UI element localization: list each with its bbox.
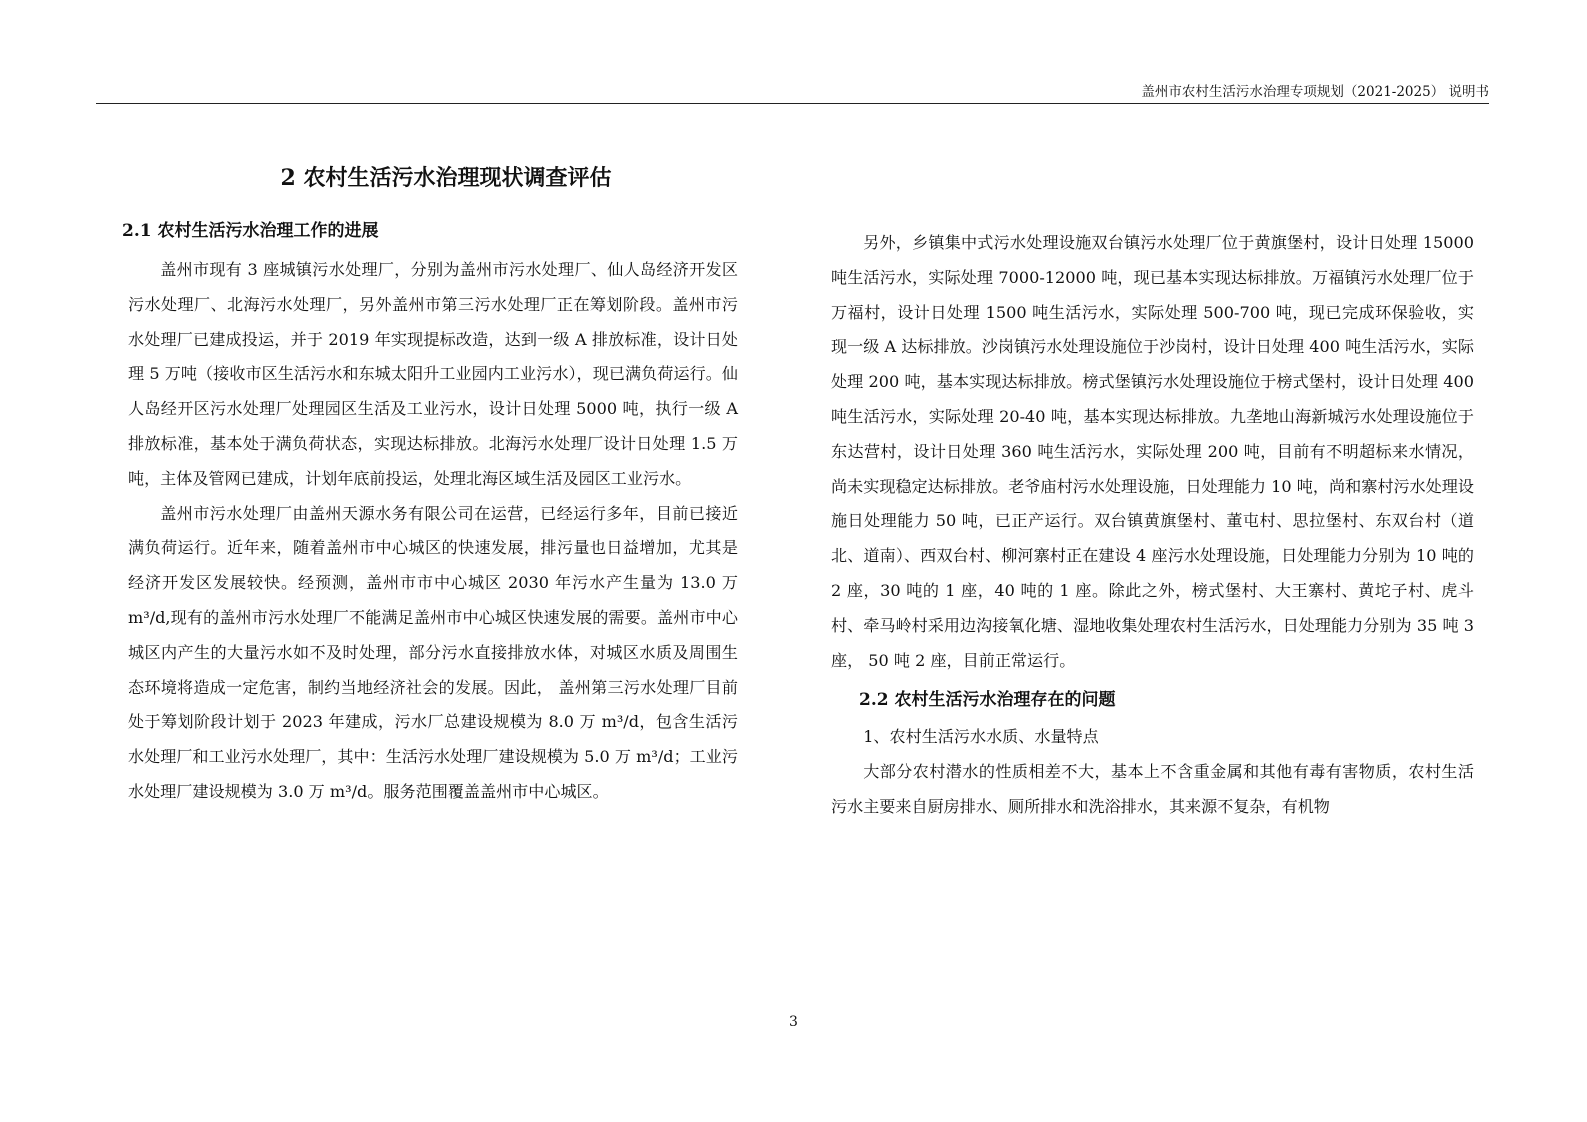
header-rule [96,103,1489,104]
paragraph: 盖州市污水处理厂由盖州天源水务有限公司在运营，已经运行多年，目前已接近满负荷运行。近年来，随着盖州市中心城区的快速发展，排污量也日益增加，尤其是经济开发区发展较快。经预测，盖州市市中心城区 2030 年污水产生量为 13.0 万 m³/d,现有的盖州市污水处理厂不能满足盖州市中心城区快速发展的需要。盖州市中心城区内产生的大量污水如不及时处理，部分污水直接排放水体，对城区水质及周围生态环境将造成一定危害，制约当地经济社会的发展。因此， 盖州第三污水处理厂目前处于筹划阶段计划于 2023 年建成，污水厂总建设规模为 8.0 万 m³/d，包含生活污水处理厂和工业污水处理厂，其中：生活污水处理厂建设规模为 5.0 万 m³/d；工业污水处理厂建设规模为 3.0 万 m³/d。服务范围覆盖盖州市中心城区。 [128,503,738,801]
left-column [128,253,738,810]
page-number: 3 [789,1014,798,1030]
right-column [831,226,1474,825]
paragraph: 盖州市现有 3 座城镇污水处理厂，分别为盖州市污水处理厂、仙人岛经济开发区污水处理厂、北海污水处理厂，另外盖州市第三污水处理厂正在筹划阶段。盖州市污水处理厂已建成投运，并于 2019 年实现提标改造，达到一级 A 排放标准，设计日处理 5 万吨（接收市区生活污水和东城太阳升工业园内工业污水），现已满负荷运行。仙人岛经开区污水处理厂处理园区生活及工业污水，设计日处理 5000 吨，执行一级 A 排放标准，基本处于满负荷状态，实现达标排放。北海污水处理厂设计日处理 1.5 万吨，主体及管网已建成，计划年底前投运，处理北海区域生活及园区工业污水。 [128,260,738,488]
paragraph: 另外，乡镇集中式污水处理设施双台镇污水处理厂位于黄旗堡村，设计日处理 15000 吨生活污水，实际处理 7000-12000 吨，现已基本实现达标排放。万福镇污水处理厂位于万福村，设计日处理 1500 吨生活污水，实际处理 500-700 吨，现已完成环保验收，实现一级 A 达标排放。沙岗镇污水处理设施位于沙岗村，设计日处理 400 吨生活污水，实际处理 200 吨，基本实现达标排放。榜式堡镇污水处理设施位于榜式堡村，设计日处理 400 吨生活污水，实际处理 20-40 吨，基本实现达标排放。九垄地山海新城污水处理设施位于东达营村，设计日处理 360 吨生活污水，实际处理 200 吨，目前有不明超标来水情况，尚未实现稳定达标排放。老爷庙村污水处理设施，日处理能力 10 吨，尚和寨村污水处理设施日处理能力 50 吨，已正产运行。双台镇黄旗堡村、董屯村、思拉堡村、东双台村（道北、道南）、西双台村、柳河寨村正在建设 4 座污水处理设施，日处理能力分别为 10 吨的 2 座，30 吨的 1 座，40 吨的 1 座。除此之外，榜式堡村、大王寨村、黄坨子村、虎斗村、牵马岭村采用边沟接氧化塘、湿地收集处理农村生活污水，日处理能力分别为 35 吨 3 座， 50 吨 2 座，目前正常运行。 [831,233,1474,670]
chapter-title: 2 农村生活污水治理现状调查评估 [280,165,612,191]
paragraph: 大部分农村潜水的性质相差不大，基本上不含重金属和其他有毒有害物质，农村生活污水主要来自厨房排水、厕所排水和洗浴排水，其来源不复杂，有机物 [831,762,1474,816]
section-heading-2-1: 2.1 农村生活污水治理工作的进展 [122,221,379,241]
running-header: 盖州市农村生活污水治理专项规划（2021-2025） 说明书 [1141,84,1489,100]
paragraph: 1、农村生活污水水质、水量特点 [863,727,1099,747]
section-heading-2-2: 2.2 农村生活污水治理存在的问题 [859,690,1116,711]
